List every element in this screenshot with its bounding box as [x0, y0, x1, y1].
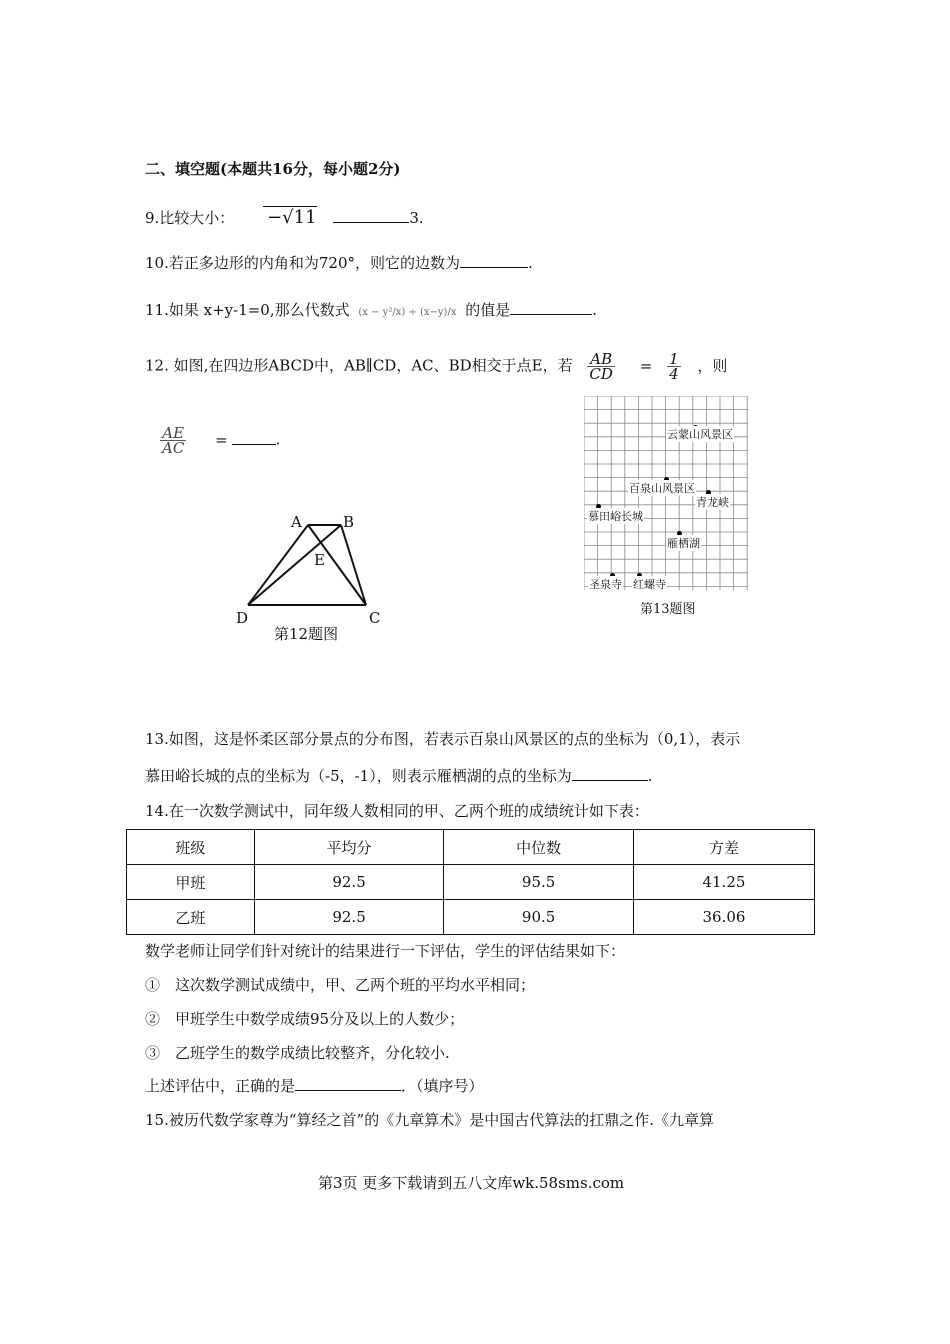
q11-answer-blank[interactable] — [510, 300, 592, 315]
q13-line2-text: 慕田峪长城的点的坐标为（-5，-1），则表示雁栖湖的点的坐标为 — [145, 767, 572, 785]
label-c: C — [369, 609, 381, 627]
q12-ask-num: AE — [160, 426, 186, 441]
label-a: A — [291, 513, 302, 531]
q9-prefix: 9.比较大小： — [145, 209, 235, 227]
question-11 — [145, 299, 597, 320]
q11-expression: (x − y²/x) ÷ (x−y)/x — [358, 307, 457, 318]
table-cell: 95.5 — [444, 865, 634, 900]
q12-rhs-den: 4 — [669, 365, 679, 383]
q12-ratio-value — [667, 352, 681, 381]
q12-prefix: 12. 如图,在四边形ABCD中，AB∥CD，AC、BD相交于点E，若 — [145, 356, 573, 375]
table-cell: 36.06 — [633, 900, 814, 935]
figure-13-caption: 第13题图 — [640, 602, 696, 617]
diagonal-bd — [248, 525, 341, 605]
question-13-line1: 13.如图，这是怀柔区部分景点的分布图，若表示百泉山风景区的点的坐标为（0,1），表示 — [145, 730, 741, 748]
q10-text: 10.若正多边形的内角和为720°，则它的边数为 — [145, 254, 460, 272]
question-14-intro: 14.在一次数学测试中，同年级人数相同的甲、乙两个班的成绩统计如下表： — [145, 802, 649, 820]
section-title: 二、填空题(本题共16分，每小题2分) — [145, 160, 401, 178]
score-table — [126, 829, 815, 935]
q10-end: . — [528, 254, 533, 272]
q12-equals: = — [639, 356, 653, 375]
question-15: 15.被历代数学家尊为“算经之首”的《九章算术》是中国古代算法的扛鼎之作.《九章算 — [145, 1111, 714, 1129]
place-yunmengshan: 云蒙山风景区 — [667, 428, 733, 441]
q12-ask-den: AC — [162, 439, 185, 457]
place-qinglongxia: 青龙峡 — [696, 496, 729, 509]
evaluation-item-2: ② 甲班学生中数学成绩95分及以上的人数少； — [145, 1010, 465, 1028]
q12-frac-den: CD — [589, 365, 613, 383]
q12-suffix: ，则 — [697, 356, 728, 375]
place-baiquanshan: 百泉山风景区 — [629, 482, 695, 495]
question-10 — [145, 252, 533, 273]
q12-ask-equals: = — [215, 430, 228, 449]
evaluation-item-1: ① 这次数学测试成绩中，甲、乙两个班的平均水平相同； — [145, 976, 536, 994]
q9-answer-blank[interactable] — [333, 208, 409, 223]
table-cell: 92.5 — [254, 900, 444, 935]
evaluation-item-3: ③ 乙班学生的数学成绩比较整齐，分化较小. — [145, 1044, 450, 1062]
label-b: B — [343, 513, 355, 531]
question-14-ask — [145, 1075, 484, 1096]
table-row — [127, 900, 815, 935]
table-header: 方差 — [633, 830, 814, 865]
q12-rhs-num: 1 — [669, 350, 679, 368]
q12-ratio-ab-cd — [587, 352, 615, 381]
question-13-line2 — [145, 765, 653, 786]
q12-answer-blank[interactable] — [232, 430, 276, 445]
question-12 — [145, 352, 727, 381]
table-cell: 92.5 — [254, 865, 444, 900]
label-d: D — [236, 609, 249, 627]
q11-end: . — [592, 301, 598, 319]
question-9 — [145, 206, 424, 228]
q12-frac-num: AB — [587, 352, 615, 367]
table-cell: 甲班 — [127, 865, 255, 900]
table-header: 平均分 — [254, 830, 444, 865]
q14-answer-blank[interactable] — [295, 1076, 401, 1091]
q14-ask-text: 上述评估中，正确的是 — [145, 1077, 296, 1095]
q13-end: . — [647, 767, 653, 785]
table-cell: 41.25 — [633, 865, 814, 900]
q9-suffix: 3. — [409, 209, 424, 227]
place-yanqihu: 雁栖湖 — [667, 537, 700, 550]
table-header: 班级 — [127, 830, 255, 865]
table-cell: 90.5 — [444, 900, 634, 935]
label-e: E — [314, 551, 325, 569]
place-mutianyu: 慕田峪长城 — [588, 510, 643, 523]
q13-answer-blank[interactable] — [572, 766, 648, 781]
q11-prefix: 11.如果 x+y-1=0,那么代数式 — [145, 301, 350, 319]
q12-ask — [160, 426, 280, 455]
q12-ask-fraction — [160, 426, 186, 455]
q11-suffix: 的值是 — [465, 301, 511, 319]
place-shengquansi: 圣泉寺 — [589, 578, 622, 591]
table-cell: 乙班 — [127, 900, 255, 935]
segment-da — [248, 525, 308, 605]
q10-answer-blank[interactable] — [460, 253, 528, 268]
segment-bc — [341, 525, 366, 605]
table-header: 中位数 — [444, 830, 634, 865]
q12-ask-end: . — [275, 430, 281, 449]
table-row — [127, 865, 815, 900]
q9-expression: −√11 — [263, 206, 316, 228]
question-14-after: 数学老师让同学们针对统计的结果进行一下评估，学生的评估结果如下： — [145, 942, 626, 960]
q14-ask-end: ．（填序号） — [401, 1077, 484, 1095]
table-header-row — [127, 830, 815, 865]
place-hongluosi: 红螺寺 — [633, 578, 666, 591]
figure-12-caption: 第12题图 — [274, 625, 339, 643]
page-footer: 第3页 更多下载请到五八文库wk.58sms.com — [318, 1174, 625, 1192]
